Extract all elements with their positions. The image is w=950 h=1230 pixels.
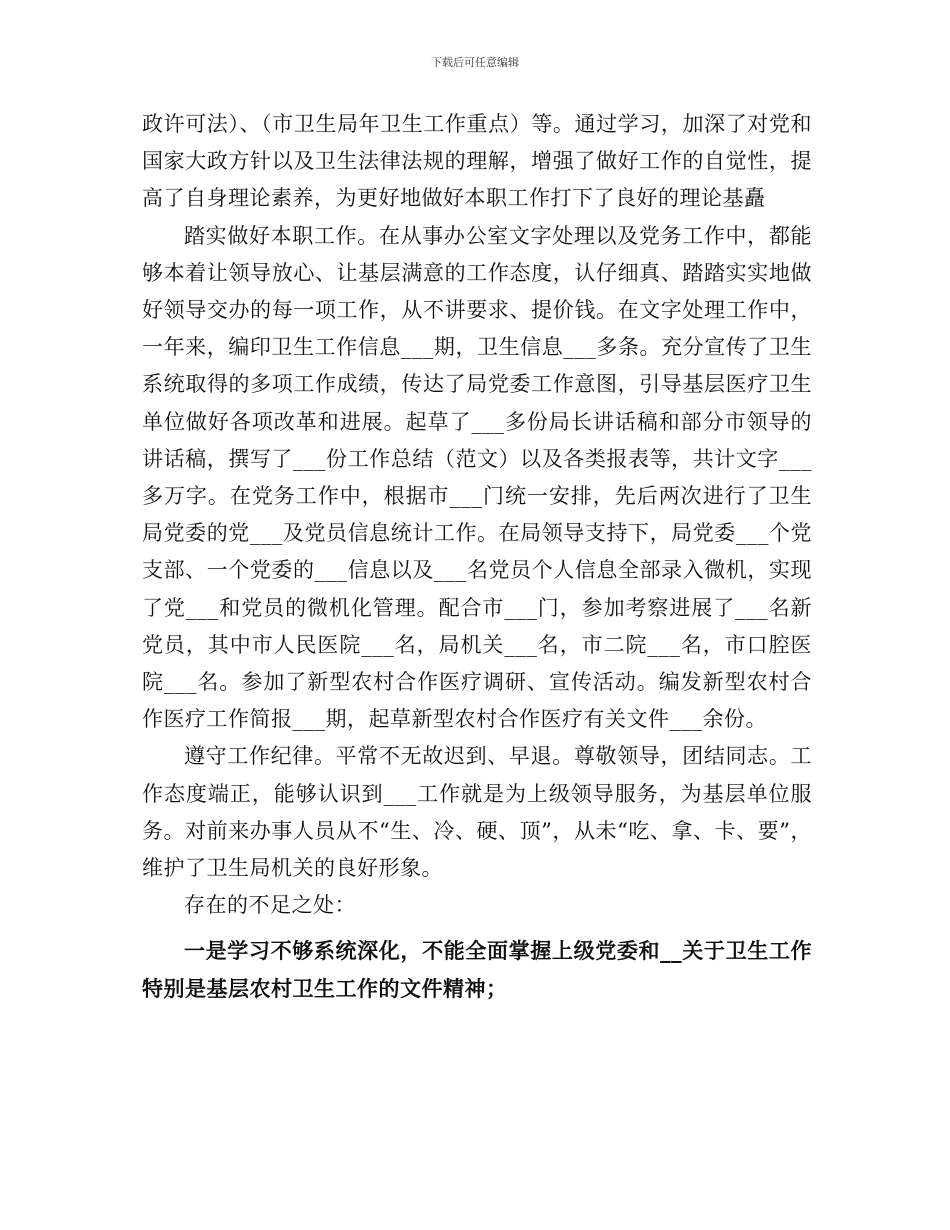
paragraph-shortcomings-heading: 存在的不足之处： <box>184 893 356 918</box>
page-header: 下载后可任意编辑 <box>431 56 519 69</box>
document-body <box>142 106 812 1008</box>
paragraph-shortcoming-one: 一是学习不够系统深化，不能全面掌握上级党委和__关于卫生工作特别是基层农村卫生工作的文件精神； <box>142 939 812 1002</box>
paragraph-study-summary: 政许可法）、（市卫生局年卫生工作重点）等。通过学习，加深了对党和国家大政方针以及卫生法律法规的理解，增强了做好工作的自觉性，提高了自身理论素养，为更好地做好本职工作打下了良好的理论基矗 <box>142 112 812 211</box>
paragraph-work-discipline: 遵守工作纪律。平常不无故迟到、早退。尊敬领导，团结同志。工作态度端正，能够认识到___工作就是为上级领导服务，为基层单位服务。对前来办事人员从不“生、冷、硬、顶”，从未“吃、拿、卡、要”，维护了卫生局机关的良好形象。 <box>142 744 812 881</box>
paragraph-job-duties: 踏实做好本职工作。在从事办公室文字处理以及党务工作中，都能够本着让领导放心、让基层满意的工作态度，认仔细真、踏踏实实地做好领导交办的每一项工作，从不讲要求、提价钱。在文字处理工作中，一年来，编印卫生工作信息___期，卫生信息___多条。充分宣传了卫生系统取得的多项工作成绩，传达了局党委工作意图，引导基层医疗卫生单位做好各项改革和进展。起草了___多份局长讲话稿和部分市领导的讲话稿，撰写了___份工作总结（范文）以及各类报表等，共计文字___多万字。在党务工作中，根据市___门统一安排，先后两次进行了卫生局党委的党___及党员信息统计工作。在局领导支持下，局党委___个党支部、一个党委的___信息以及___名党员个人信息全部录入微机，实现了党___和党员的微机化管理。配合市___门，参加考察进展了___名新党员，其中市人民医院___名，局机关___名，市二院___名，市口腔医院___名。参加了新型农村合作医疗调研、宣传活动。编发新型农村合作医疗工作简报___期，起草新型农村合作医疗有关文件___余份。 <box>142 223 812 732</box>
